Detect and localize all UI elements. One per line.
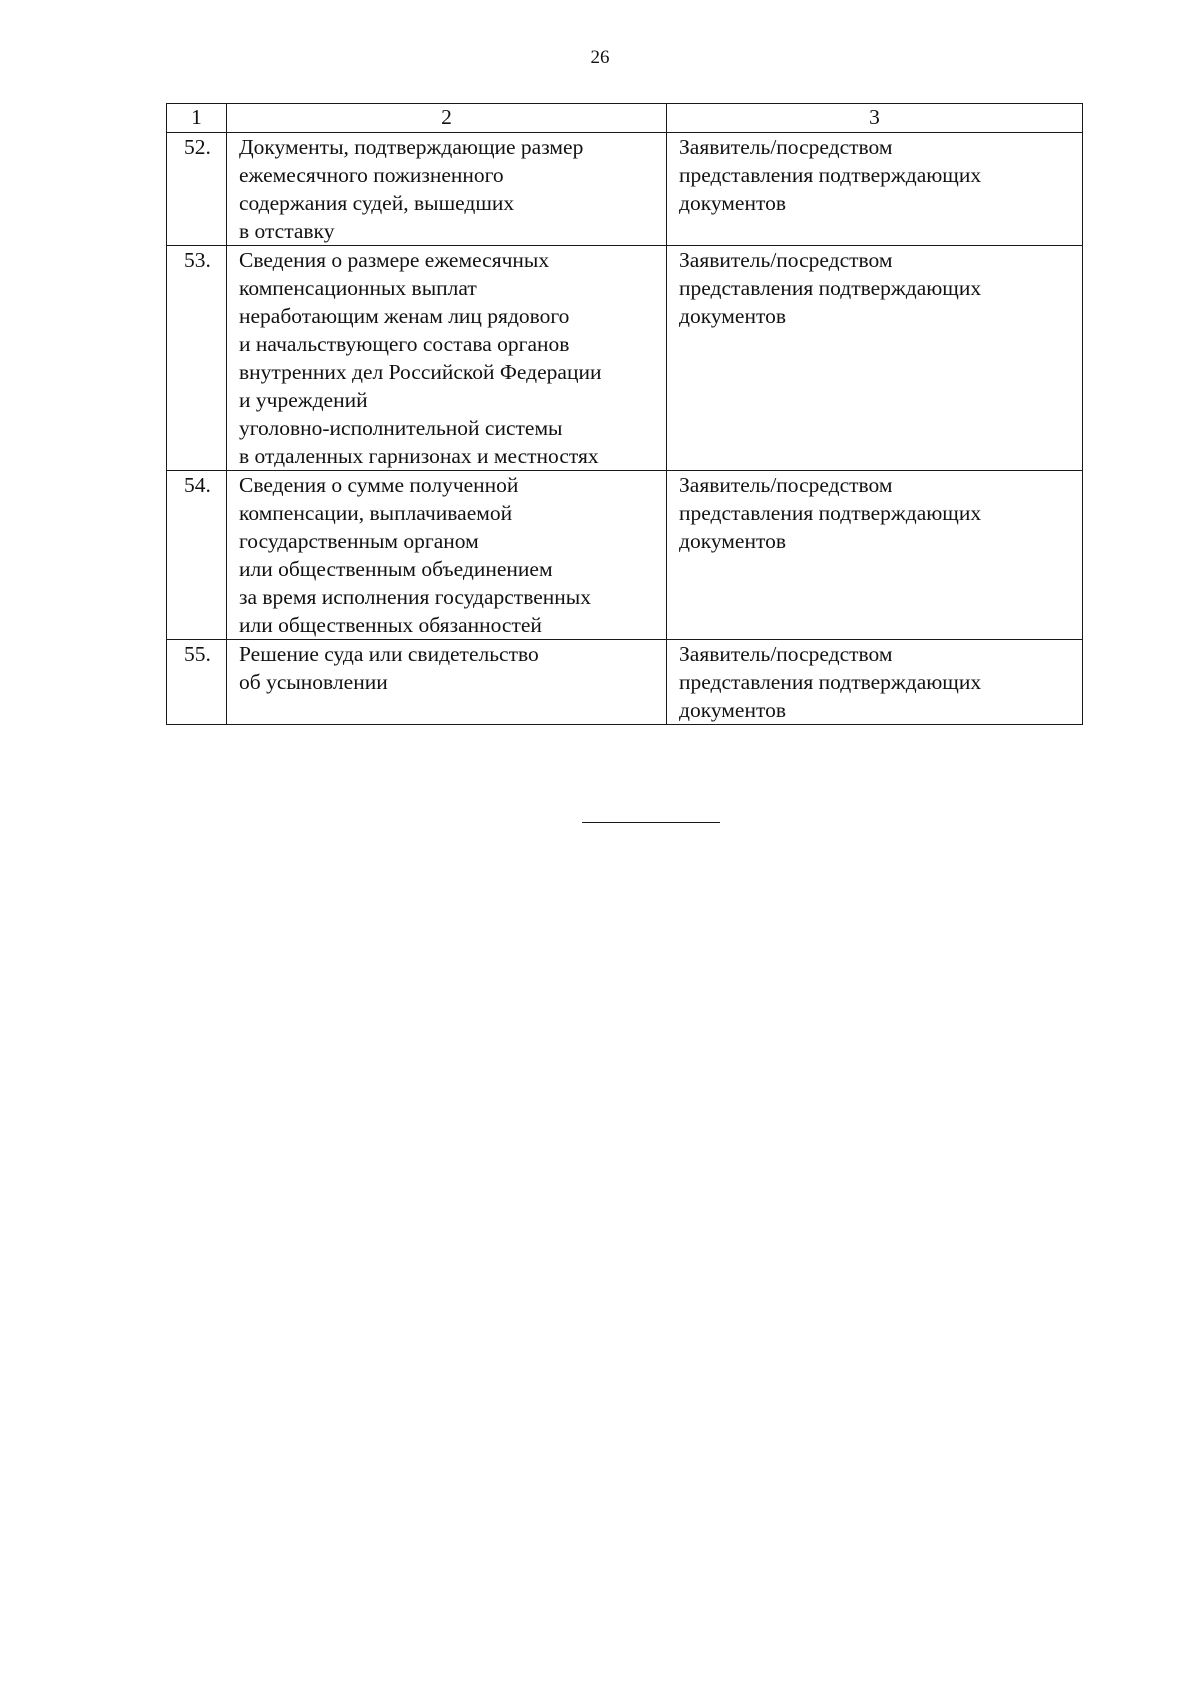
source-line: документов	[679, 191, 786, 215]
description-line: Документы, подтверждающие размер	[239, 135, 584, 159]
description-line: или общественных обязанностей	[239, 613, 542, 637]
source-line: документов	[679, 698, 786, 722]
description-line: внутренних дел Российской Федерации	[239, 360, 602, 384]
header-col-2: 2	[227, 104, 667, 133]
description-line: об усыновлении	[239, 670, 388, 694]
table-body	[167, 133, 1083, 725]
source-line: представления подтверждающих	[679, 276, 982, 300]
row-number: 55.	[167, 640, 227, 725]
source-line: документов	[679, 529, 786, 553]
end-of-document-rule	[582, 822, 720, 823]
description-line: за время исполнения государственных	[239, 585, 591, 609]
source-line: представления подтверждающих	[679, 670, 982, 694]
description-line: в отставку	[239, 219, 335, 243]
row-source	[667, 471, 1083, 640]
description-line: Сведения о размере ежемесячных	[239, 248, 550, 272]
source-line: Заявитель/посредством	[679, 135, 893, 159]
row-source	[667, 133, 1083, 246]
table-row	[167, 133, 1083, 246]
description-line: ежемесячного пожизненного	[239, 163, 504, 187]
row-number: 53.	[167, 246, 227, 471]
source-line: Заявитель/посредством	[679, 473, 893, 497]
source-line: представления подтверждающих	[679, 501, 982, 525]
description-line: компенсационных выплат	[239, 276, 477, 300]
description-line: и учреждений	[239, 388, 368, 412]
description-line: неработающим женам лиц рядового	[239, 304, 570, 328]
source-line: Заявитель/посредством	[679, 248, 893, 272]
description-line: и начальствующего состава органов	[239, 332, 570, 356]
header-col-1: 1	[167, 104, 227, 133]
table-header	[167, 104, 1083, 133]
description-line: уголовно-исполнительной системы	[239, 416, 563, 440]
row-source	[667, 246, 1083, 471]
description-line: содержания судей, вышедших	[239, 191, 515, 215]
row-source	[667, 640, 1083, 725]
page-number: 26	[590, 47, 610, 68]
description-line: компенсации, выплачиваемой	[239, 501, 513, 525]
description-line: государственным органом	[239, 529, 479, 553]
row-number: 52.	[167, 133, 227, 246]
row-number: 54.	[167, 471, 227, 640]
row-description	[227, 246, 667, 471]
header-col-3: 3	[667, 104, 1083, 133]
description-line: Сведения о сумме полученной	[239, 473, 519, 497]
table-row	[167, 640, 1083, 725]
description-line: или общественным объединением	[239, 557, 553, 581]
description-line: Решение суда или свидетельство	[239, 642, 539, 666]
row-description	[227, 640, 667, 725]
source-line: представления подтверждающих	[679, 163, 982, 187]
row-description	[227, 471, 667, 640]
table-header-row	[167, 104, 1083, 133]
table-row	[167, 246, 1083, 471]
source-line: документов	[679, 304, 786, 328]
source-line: Заявитель/посредством	[679, 642, 893, 666]
table-row	[167, 471, 1083, 640]
row-description	[227, 133, 667, 246]
description-line: в отдаленных гарнизонах и местностях	[239, 444, 599, 468]
documents-table	[166, 103, 1083, 725]
